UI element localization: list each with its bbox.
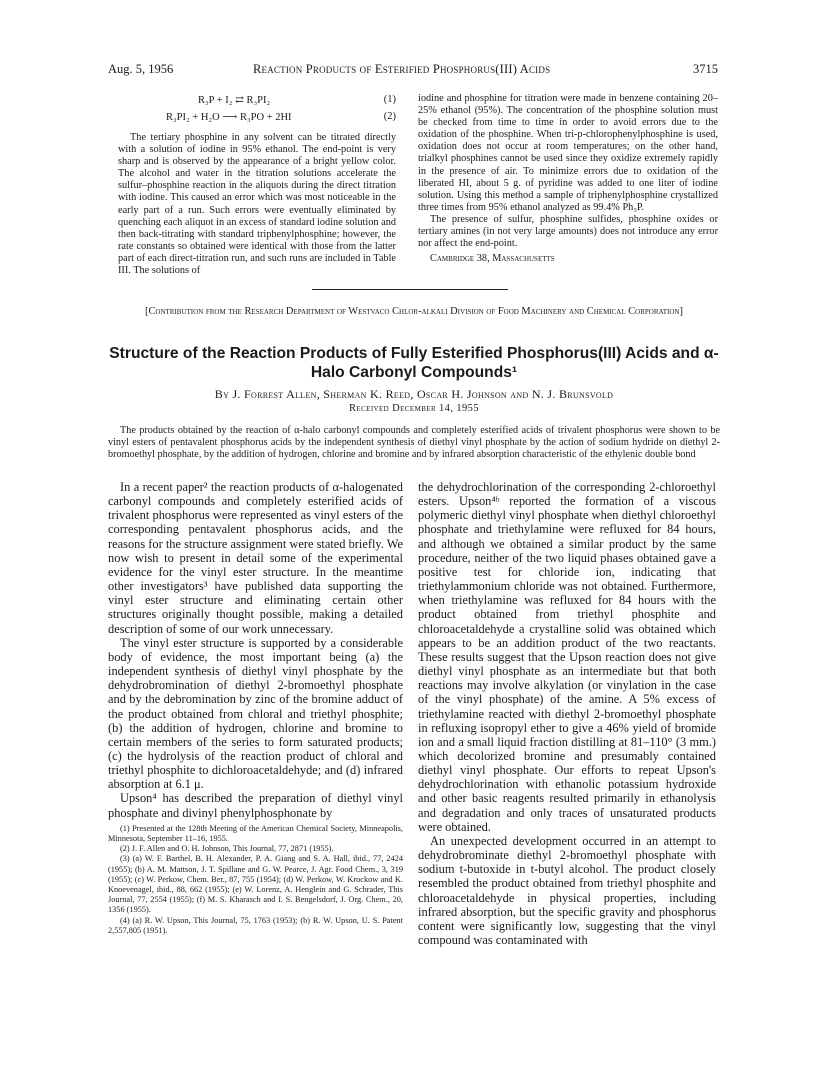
body-paragraph: In a recent paper² the reaction products of α-halogenated carbonyl compounds and completely esterified acids of trivalent phosphorus were represented as vinyl esters of the corresponding pentavalent phosphorus acids, and the reasons for the structure assignment were stated briefly. We now wish to present in detail some of the experimental evidence for the vinyl ester structure. In the meantime other investigators³ have published data supporting the vinyl ester structure and eliminating certain other structures originally thought possible, making a detailed description of some of our work unnecessary.: [108, 480, 403, 636]
footnote: (1) Presented at the 128th Meeting of the American Chemical Society, Minneapolis, Minnesota, September 11–16, 1955.: [108, 823, 403, 843]
received-date: Received December 14, 1955: [349, 403, 479, 414]
footnote: (3) (a) W. F. Barthel, B. H. Alexander, P. A. Giang and S. A. Hall, ibid., 77, 2424 (1955); (b) A. M. Mattson, J. T. Spillane and G. W. Pearce, J. Agr. Food Chem., 3, 319 (1955); (c) W. Perkow, Chem. Ber., 87, 755 (1954); (d) W. Perkow, W. Krockow and K. Knoevenagel, ibid., 88, 662 (1955); (e) W. Lorenz, A. Henglein and G. Schrader, This Journal, 77, 2554 (1955); (f) M. S. Kharasch and I. S. Bengelsdorf, J. Org. Chem., 20, 1356 (1955).: [108, 854, 403, 915]
body-paragraph: The presence of sulfur, phosphine sulfides, phosphine oxides or tertiary amines (in not very large amounts) does not introduce any error nor affect the end-point.: [418, 213, 718, 250]
equation-number: (2): [383, 111, 396, 122]
article-authors: By J. Forrest Allen, Sherman K. Reed, Oscar H. Johnson and N. J. Brunsvold: [214, 387, 614, 401]
equation-number: (1): [383, 94, 396, 105]
body-paragraph: iodine and phosphine for titration were made in benzene containing 20–25% ethanol (95%). The concentration of the phosphine solution must be checked from time to time in order to avoid errors due to the oxidation of the phosphine. When tri-p-chlorophenylphosphine is used, oxidation does not occur at room temperatures; on the other hand, trialkyl phosphines cannot be used since they oxidize extremely rapidly in the presence of air. To minimize errors due to oxidation of the liberated HI, about 5 g. of pyridine was added to one liter of iodine solution. Using this method a sample of triphenylphosphine crystallized three times from 95% ethanol analyzed as 99.4% Ph₃P.: [418, 93, 718, 213]
footnote: (4) (a) R. W. Upson, This Journal, 75, 1763 (1953); (b) R. W. Upson, U. S. Patent 2,557,805 (1951).: [108, 915, 403, 935]
left-body-column: [108, 480, 403, 936]
body-paragraph: The vinyl ester structure is supported by a considerable body of evidence, the most important being (a) the independent synthesis of diethyl vinyl phosphate by the dehydrobromination of diethyl 2-bromoethyl phosphate and by the debromination by zinc of the bromine adduct of the product obtained from chloral and triethyl phosphite; (b) the addition of hydrogen, chlorine and bromine to certain members of the series to form saturated products; (c) the hydrolysis of the reaction product of chloral and triethyl phosphite to dichloroacetaldehyde; and (d) infrared absorption at 6.1 μ.: [108, 635, 403, 792]
contribution-note: [Contribution from the Research Department of Westvaco Chlor-alkali Division of Food Machinery and Chemical Corporation]: [145, 306, 683, 317]
previous-article-right-column: [418, 93, 718, 265]
footnote: (2) J. F. Allen and O. H. Johnson, This Journal, 77, 2871 (1955).: [120, 844, 334, 854]
author-affiliation: Cambridge 38, Massachusetts: [430, 253, 555, 265]
equation-formula: R₃P + I₂ ⇄ R₃PI₂: [198, 95, 271, 106]
header-page-number: 3715: [693, 62, 718, 76]
header-running-title: Reaction Products of Esterified Phosphorus(III) Acids: [253, 62, 551, 76]
body-paragraph: Upson⁴ has described the preparation of diethyl vinyl phosphate and divinyl phenylphosphonate by: [108, 791, 403, 820]
right-body-column: [418, 480, 716, 947]
header-date: Aug. 5, 1956: [108, 62, 174, 76]
abstract: The products obtained by the reaction of α-halo carbonyl compounds and completely esterified acids of trivalent phosphorus were shown to be vinyl esters of pentavalent phosphorus acids by the independent synthesis of diethyl vinyl phosphate by the action of sodium hydride on diethyl 2-bromoethyl phosphate, by the addition of hydrogen, chlorine and bromine and by infrared absorption characteristic of the ethylenic double bond: [108, 425, 720, 460]
footnotes: [108, 824, 403, 936]
section-divider: [312, 289, 508, 290]
article-title: Structure of the Reaction Products of Fully Esterified Phosphorus(III) Acids and α-Halo Carbonyl Compounds¹: [109, 345, 719, 381]
body-paragraph: The tertiary phosphine in any solvent can be titrated directly with a solution of iodine in 95% ethanol. The end-point is very sharp and is observed by the appearance of a bright yellow color. The alcohol and water in the titration solutions accelerate the sulfur–phosphine reaction in the aliquots during the direct titration with iodine. This caused an error which was most noticeable in the early part of a run. Such errors were eventually eliminated by quenching each aliquot in an excess of standard iodine solution and then back-titrating with standard triphenylphosphine; however, the rate constants so obtained were identical with those from the latter part of each direct-titration run, and such runs are included in Table III. The solutions of: [118, 132, 396, 277]
previous-article-left-column: [118, 94, 396, 277]
equation-2: [118, 111, 396, 128]
equation-formula: R₃PI₂ + H₂O ⟶ R₃PO + 2HI: [166, 112, 292, 123]
body-paragraph: An unexpected development occurred in an attempt to dehydrobrominate diethyl 2-bromoethyl phosphate with sodium t-butoxide in t-butyl alcohol. The product closely resembled the product obtained from triethyl phosphite and chloroacetaldehyde in physical properties, including infrared absorption, but the specific gravity and phosphorus content were significantly low, suggesting that the vinyl compound was contaminated with: [418, 833, 716, 947]
body-paragraph: the dehydrochlorination of the corresponding 2-chloroethyl esters. Upson⁴ᵇ reported the formation of a viscous polymeric diethyl vinyl phosphate when diethyl chloroethyl phosphate and triethylamine were refluxed for 84 hours, and although we obtained a similar product by the same procedure, neither of the two liquid phases obtained gave a positive test for chloride ion, indicating that triethylammonium chloride was not obtained. Furthermore, when triethylamine was refluxed for 84 hours with the product obtained from triethyl phosphite and chloroacetaldehyde a crystalline solid was obtained which appears to be an addition product of the two reactants. These results suggest that the Upson reaction does not give diethyl vinyl phosphate as an intermediate but that both reactions may involve alkylation (or vinylation in the case of the vinyl phosphate) of the amine. A 5% excess of triethylamine reacted with diethyl 2-bromoethyl phosphate in refluxing isopropyl ether to give a 46% yield of bromide ion and a small liquid fraction distilling at 81–110° (3 mm.) which decolorized bromine and presumably contained diethyl vinyl phosphate. Our efforts to repeat Upson's dehydrochlorination with ethanolic potassium hydroxide and other basic reagents resulted primarily in ethanolysis and degradation and only traces of unsaturated products were obtained.: [418, 480, 716, 834]
equation-1: [118, 94, 396, 111]
